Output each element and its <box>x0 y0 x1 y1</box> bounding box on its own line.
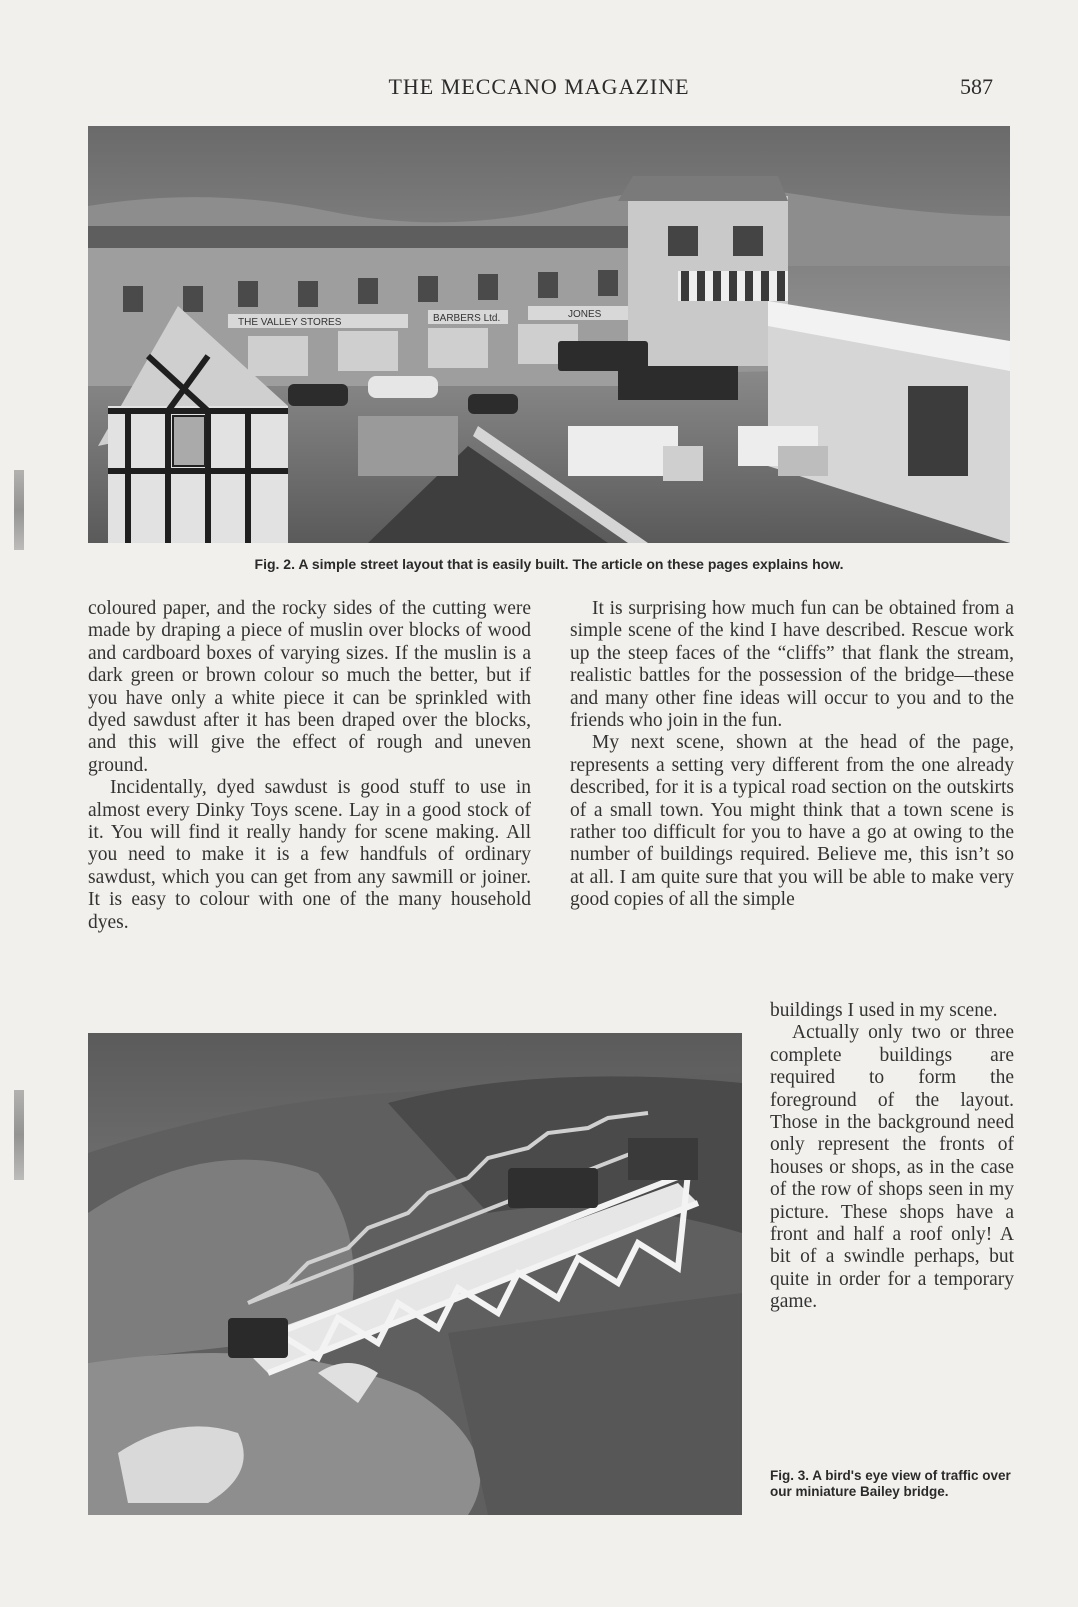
paragraph: It is surprising how much fun can be obtained from a simple scene of the kind I have described. Rescue work up the steep faces of the “cliffs” that flank the stream, realistic battles for the possession of the bridge—these and many other fine ideas will occur to you and to the friends who join in the fun. <box>570 598 1014 732</box>
binding-mark <box>14 470 24 550</box>
paragraph: buildings I used in my scene. <box>770 1000 998 1021</box>
fig3-caption: Fig. 3. A bird's eye view of traffic over our miniature Bailey bridge. <box>770 1468 1011 1499</box>
narrow-column <box>770 1000 1014 1314</box>
sign-barbers: BARBERS Ltd. <box>433 313 501 324</box>
binding-mark <box>14 1090 24 1180</box>
paragraph: coloured paper, and the rocky sides of the cutting were made by draping a piece of muslin over blocks of wood and cardboard boxes of varying sizes. If the muslin is a dark green or brown colour so much the better, but if you have only a white piece it can be sprinkled with dyed sawdust after it has been draped over the blocks, and this will give the effect of rough and uneven ground. <box>88 598 531 776</box>
paragraph: My next scene, shown at the head of the page, represents a setting very different from the one already described, for it is a typical road section on the outskirts of a small town. You might think that a town scene is rather too difficult for you to have a go at owing to the number of buildings required. Believe me, this isn’t so at all. I am quite sure that you will be able to make very good copies of all the simple <box>570 732 1014 911</box>
sign-jones: JONES <box>568 309 602 320</box>
magazine-title: THE MECCANO MAGAZINE <box>388 74 690 99</box>
page-number: 587 <box>960 74 993 99</box>
right-column <box>570 598 1014 912</box>
sign-valley-stores: THE VALLEY STORES <box>238 317 342 328</box>
bridge-scene-illustration <box>88 1033 742 1515</box>
fig2-photo-street-layout <box>88 126 1010 543</box>
fig2-caption: Fig. 2. A simple street layout that is easily built. The article on these pages explains how. <box>254 556 844 572</box>
left-column <box>88 598 531 934</box>
fig3-photo-bailey-bridge <box>88 1033 742 1515</box>
paragraph: Actually only two or three complete buildings are required to form the foreground of the layout. Those in the background need only represent the fronts of houses or shops, as in the case of the row of shops seen in my picture. These shops have a front and half a roof only! A bit of a swindle perhaps, but quite in order for a temporary game. <box>770 1022 1014 1313</box>
street-scene-illustration <box>88 126 1010 543</box>
paragraph: Incidentally, dyed sawdust is good stuff to use in almost every Dinky Toys scene. Lay in a good stock of it. You will find it really handy for scene making. All you need to make it is a few handfuls of ordinary sawdust, which you can get from any sawmill or joiner. It is easy to colour with one of the many household dyes. <box>88 777 531 933</box>
